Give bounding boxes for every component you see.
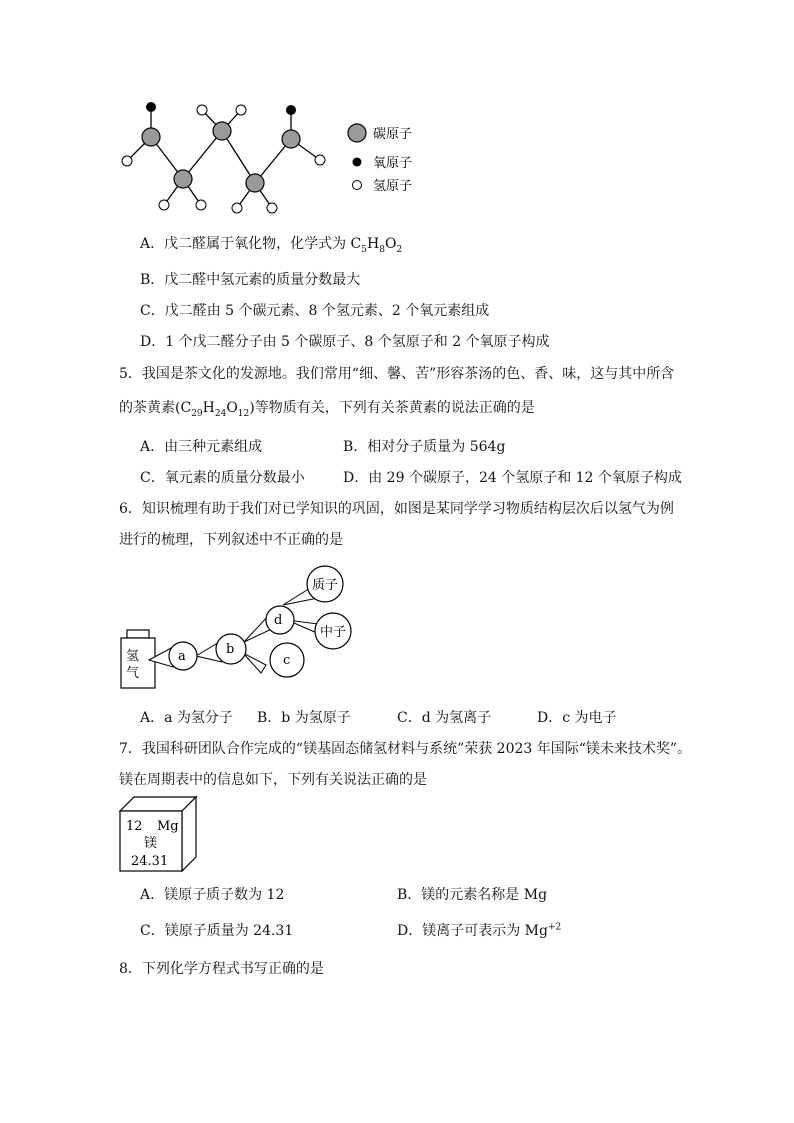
- proton-label: 质子: [312, 578, 339, 593]
- q4-option-c: C．戊二醛由 5 个碳元素、8 个氢元素、2 个氧元素组成: [140, 303, 490, 319]
- q6-stem-line2: 进行的梳理，下列叙述中不正确的是: [119, 532, 343, 548]
- q5-stem-line1: 5．我国是茶文化的发源地。我们常用“细、馨、苦”形容茶汤的色、香、味，这与其中所含: [119, 366, 675, 382]
- bottle-label-char1: 氢: [126, 649, 140, 664]
- legend-carbon-label: 碳原子: [373, 127, 413, 142]
- q6-option-c: C．d 为氢离子: [397, 710, 492, 726]
- q7-stem-line1: 7．我国科研团队合作完成的“镁基固态储氢材料与系统”荣获 2023 年国际“镁未来技术奖”。: [119, 741, 692, 757]
- node-c-label: c: [283, 653, 291, 668]
- neutron-label: 中子: [320, 625, 347, 640]
- q7-option-d: D．镁离子可表示为 $Mg^{+2}$: [397, 922, 562, 939]
- q7-stem-line2: 镁在周期表中的信息如下，下列有关说法正确的是: [119, 772, 427, 788]
- q7-option-c: C．镁原子质量为 24.31: [140, 923, 294, 939]
- q4-option-a: A．戊二醛属于氧化物，化学式为 $C_5H_8O_2$: [140, 236, 403, 255]
- bottle-label-char2: 气: [126, 666, 140, 681]
- atomic-number: 12: [126, 819, 143, 834]
- q5-option-b: B．相对分子质量为 564g: [343, 439, 506, 455]
- element-symbol: Mg: [157, 819, 179, 834]
- q6-option-d: D．c 为电子: [537, 710, 617, 726]
- q6-option-b: B．b 为氢原子: [257, 710, 351, 726]
- q5-option-d: D．由 29 个碳原子，24 个氢原子和 12 个氧原子构成: [343, 470, 682, 486]
- q8-stem: 8．下列化学方程式书写正确的是: [119, 961, 324, 977]
- legend-oxygen-label: 氧原子: [373, 156, 413, 171]
- q7-option-a: A．镁原子质子数为 12: [140, 887, 285, 903]
- q4-option-d: D．1 个戊二醛分子由 5 个碳原子、8 个氢原子和 2 个氧原子构成: [140, 334, 550, 350]
- node-a-label: a: [178, 649, 186, 664]
- q7-option-b: B．镁的元素名称是 Mg: [397, 887, 548, 903]
- node-d-label: d: [274, 613, 283, 628]
- q5-option-a: A．由三种元素组成: [140, 439, 263, 455]
- q5-stem-line2: 的茶黄素$(C_{29}H_{24}O_{12})$等物质有关，下列有关茶黄素的说法正确的是: [119, 400, 535, 419]
- q5-option-c: C．氧元素的质量分数最小: [140, 470, 305, 486]
- q6-stem-line1: 6．知识梳理有助于我们对已学知识的巩固，如图是某同学学习物质结构层次后以氢气为例: [119, 501, 674, 517]
- atomic-mass: 24.31: [131, 854, 169, 869]
- q4-option-b: B．戊二醛中氢元素的质量分数最大: [140, 272, 361, 288]
- legend-hydrogen-label: 氢原子: [373, 179, 413, 194]
- node-b-label: b: [226, 642, 235, 657]
- element-name: 镁: [144, 836, 158, 851]
- q6-option-a: A．a 为氢分子: [140, 710, 233, 726]
